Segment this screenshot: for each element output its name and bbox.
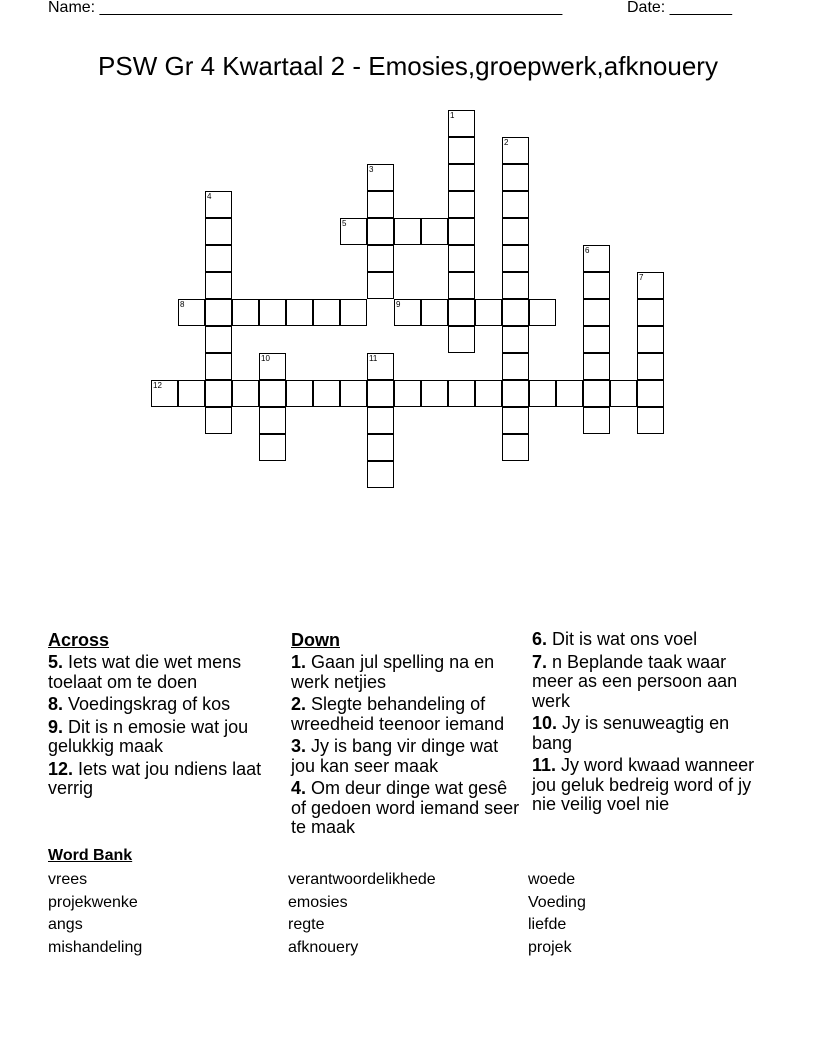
clue-number-label: 4 bbox=[207, 192, 212, 201]
crossword-cell[interactable] bbox=[448, 326, 475, 353]
word-bank-item: projekwenke bbox=[48, 893, 138, 911]
word-bank-column bbox=[48, 869, 142, 960]
crossword-cell[interactable] bbox=[583, 380, 610, 407]
clue-number: 12. bbox=[48, 758, 74, 779]
crossword-cell[interactable] bbox=[637, 353, 664, 380]
crossword-cell[interactable] bbox=[313, 380, 340, 407]
crossword-cell[interactable] bbox=[637, 326, 664, 353]
word-bank-item: emosies bbox=[288, 893, 348, 911]
word-bank-item: projek bbox=[528, 939, 572, 957]
crossword-cell[interactable] bbox=[205, 299, 232, 326]
crossword-cell[interactable] bbox=[637, 299, 664, 326]
crossword-cell[interactable] bbox=[475, 380, 502, 407]
crossword-cell[interactable] bbox=[502, 245, 529, 272]
clue-text: n Beplande taak waar meer as een persoon aan werk bbox=[532, 651, 738, 711]
clue-item bbox=[532, 714, 772, 753]
word-bank-item: woede bbox=[528, 871, 576, 888]
crossword-cell[interactable] bbox=[286, 380, 313, 407]
crossword-cell[interactable] bbox=[529, 299, 556, 326]
clue-number: 3. bbox=[291, 736, 307, 756]
clue-text: Jy word kwaad wanneer jou geluk bedreig word of jy nie veilig voel nie bbox=[532, 755, 755, 814]
crossword-cell[interactable] bbox=[502, 218, 529, 245]
crossword-cell[interactable] bbox=[529, 380, 556, 407]
crossword-cell[interactable] bbox=[502, 353, 529, 380]
word-bank-item: afknouery bbox=[288, 939, 359, 957]
crossword-cell[interactable] bbox=[367, 191, 394, 218]
crossword-cell[interactable] bbox=[448, 245, 475, 272]
crossword-cell[interactable] bbox=[502, 434, 529, 461]
crossword-cell[interactable] bbox=[448, 191, 475, 218]
crossword-cell[interactable] bbox=[367, 407, 394, 434]
clue-item bbox=[291, 779, 526, 838]
crossword-cell[interactable] bbox=[367, 245, 394, 272]
crossword-cell[interactable] bbox=[367, 461, 394, 488]
clue-text: Dit is wat ons voel bbox=[552, 629, 698, 649]
clue-number: 10. bbox=[532, 713, 558, 733]
clue-text: Dit is n emosie wat jou gelukkig maak bbox=[48, 716, 249, 756]
clue-number: 2. bbox=[291, 694, 307, 714]
clue-text: Iets wat die wet mens toelaat om te doen bbox=[48, 652, 242, 692]
crossword-cell[interactable] bbox=[502, 326, 529, 353]
crossword-cell[interactable] bbox=[502, 407, 529, 434]
word-bank-item: Voeding bbox=[528, 893, 586, 911]
crossword-cell[interactable] bbox=[394, 218, 421, 245]
across-heading: Across bbox=[48, 630, 110, 650]
clue-number-label: 10 bbox=[261, 354, 270, 363]
crossword-cell[interactable] bbox=[367, 272, 394, 299]
clue-number: 6. bbox=[532, 629, 548, 649]
crossword-cell[interactable] bbox=[637, 407, 664, 434]
crossword-cell[interactable] bbox=[637, 380, 664, 407]
clue-text: Gaan jul spelling na en werk netjies bbox=[291, 652, 495, 692]
crossword-cell[interactable] bbox=[313, 299, 340, 326]
crossword-cell[interactable] bbox=[205, 353, 232, 380]
clue-item bbox=[532, 630, 772, 650]
crossword-grid bbox=[0, 0, 816, 500]
down-clues bbox=[291, 630, 526, 841]
clue-item bbox=[532, 756, 772, 815]
clue-number-label: 8 bbox=[180, 300, 185, 309]
crossword-cell[interactable] bbox=[502, 272, 529, 299]
down-heading: Down bbox=[291, 630, 340, 650]
crossword-cell[interactable] bbox=[367, 434, 394, 461]
clue-number: 7. bbox=[532, 651, 548, 672]
name-field-label: Name: ____________________________________________________ bbox=[48, 0, 563, 16]
crossword-cell[interactable] bbox=[583, 353, 610, 380]
crossword-cell[interactable] bbox=[340, 299, 367, 326]
crossword-cell[interactable] bbox=[367, 380, 394, 407]
word-bank-item: verantwoordelikhede bbox=[288, 871, 436, 888]
crossword-cell[interactable] bbox=[286, 299, 313, 326]
crossword-cell[interactable] bbox=[448, 272, 475, 299]
crossword-cell[interactable] bbox=[448, 164, 475, 191]
crossword-cell[interactable] bbox=[502, 380, 529, 407]
page-title: PSW Gr 4 Kwartaal 2 - Emosies,groepwerk,afknouery bbox=[98, 51, 718, 81]
clue-number-label: 3 bbox=[369, 165, 374, 174]
clue-number-label: 1 bbox=[450, 111, 455, 120]
crossword-cell[interactable] bbox=[421, 380, 448, 407]
crossword-cell[interactable] bbox=[259, 407, 286, 434]
across-clues bbox=[48, 630, 273, 802]
crossword-cell[interactable] bbox=[502, 191, 529, 218]
crossword-cell[interactable] bbox=[448, 218, 475, 245]
clue-text: Jy is senuweagtig en bang bbox=[532, 713, 730, 753]
clue-item bbox=[48, 718, 273, 757]
clue-number: 4. bbox=[291, 778, 307, 798]
crossword-cell[interactable] bbox=[205, 407, 232, 434]
word-bank-item: liefde bbox=[528, 916, 567, 934]
clue-item bbox=[48, 653, 273, 692]
word-bank-item: mishandeling bbox=[48, 939, 143, 957]
clue-item bbox=[291, 737, 526, 776]
crossword-cell[interactable] bbox=[205, 380, 232, 407]
date-field-label: Date: _______ bbox=[627, 0, 732, 16]
clue-number-label: 9 bbox=[396, 300, 401, 309]
clue-item bbox=[291, 653, 526, 692]
clue-item bbox=[48, 760, 273, 799]
clue-number-label: 11 bbox=[369, 354, 378, 363]
crossword-cell[interactable] bbox=[259, 434, 286, 461]
crossword-cell[interactable] bbox=[340, 380, 367, 407]
clue-number: 1. bbox=[291, 652, 307, 672]
word-bank-heading: Word Bank bbox=[48, 847, 133, 864]
word-bank-item: angs bbox=[48, 916, 83, 934]
crossword-cell[interactable] bbox=[232, 299, 259, 326]
crossword-cell[interactable] bbox=[583, 326, 610, 353]
crossword-cell[interactable] bbox=[502, 164, 529, 191]
clue-item bbox=[48, 695, 273, 715]
word-bank-item: regte bbox=[288, 916, 325, 934]
clue-number-label: 2 bbox=[504, 138, 509, 147]
clue-text: Voedingskrag of kos bbox=[68, 694, 231, 714]
clue-number-label: 5 bbox=[342, 219, 347, 228]
crossword-cell[interactable] bbox=[178, 380, 205, 407]
crossword-cell[interactable] bbox=[205, 245, 232, 272]
clue-number-label: 7 bbox=[639, 273, 644, 282]
clue-item bbox=[532, 653, 772, 712]
crossword-cell[interactable] bbox=[205, 272, 232, 299]
crossword-cell[interactable] bbox=[610, 380, 637, 407]
crossword-cell[interactable] bbox=[205, 218, 232, 245]
crossword-cell[interactable] bbox=[583, 272, 610, 299]
word-bank-column bbox=[528, 869, 586, 960]
crossword-cell[interactable] bbox=[394, 380, 421, 407]
crossword-cell[interactable] bbox=[448, 380, 475, 407]
clue-text: Jy is bang vir dinge wat jou kan seer maak bbox=[291, 736, 499, 776]
crossword-cell[interactable] bbox=[583, 299, 610, 326]
clue-text: Om deur dinge wat gesê of gedoen word iemand seer te maak bbox=[291, 778, 520, 837]
crossword-cell[interactable] bbox=[205, 326, 232, 353]
crossword-cell[interactable] bbox=[475, 299, 502, 326]
crossword-cell[interactable] bbox=[448, 137, 475, 164]
clue-number: 9. bbox=[48, 716, 64, 737]
crossword-cell[interactable] bbox=[502, 299, 529, 326]
crossword-cell[interactable] bbox=[421, 299, 448, 326]
clue-number-label: 6 bbox=[585, 246, 590, 255]
crossword-cell[interactable] bbox=[448, 299, 475, 326]
clue-number-label: 12 bbox=[153, 381, 162, 390]
crossword-cell[interactable] bbox=[259, 299, 286, 326]
word-bank-item: vrees bbox=[48, 871, 88, 888]
clue-number: 11. bbox=[532, 755, 557, 775]
crossword-cell[interactable] bbox=[556, 380, 583, 407]
crossword-cell[interactable] bbox=[232, 380, 259, 407]
crossword-cell[interactable] bbox=[259, 380, 286, 407]
clue-number: 8. bbox=[48, 694, 64, 714]
crossword-cell[interactable] bbox=[367, 218, 394, 245]
clue-item bbox=[291, 695, 526, 734]
clue-number: 5. bbox=[48, 652, 64, 672]
crossword-cell[interactable] bbox=[421, 218, 448, 245]
word-bank-column bbox=[288, 869, 436, 960]
down-clues-continued bbox=[532, 630, 772, 818]
clue-text: Slegte behandeling of wreedheid teenoor iemand bbox=[291, 694, 505, 734]
crossword-cell[interactable] bbox=[583, 407, 610, 434]
clue-text: Iets wat jou ndiens laat verrig bbox=[48, 758, 262, 798]
